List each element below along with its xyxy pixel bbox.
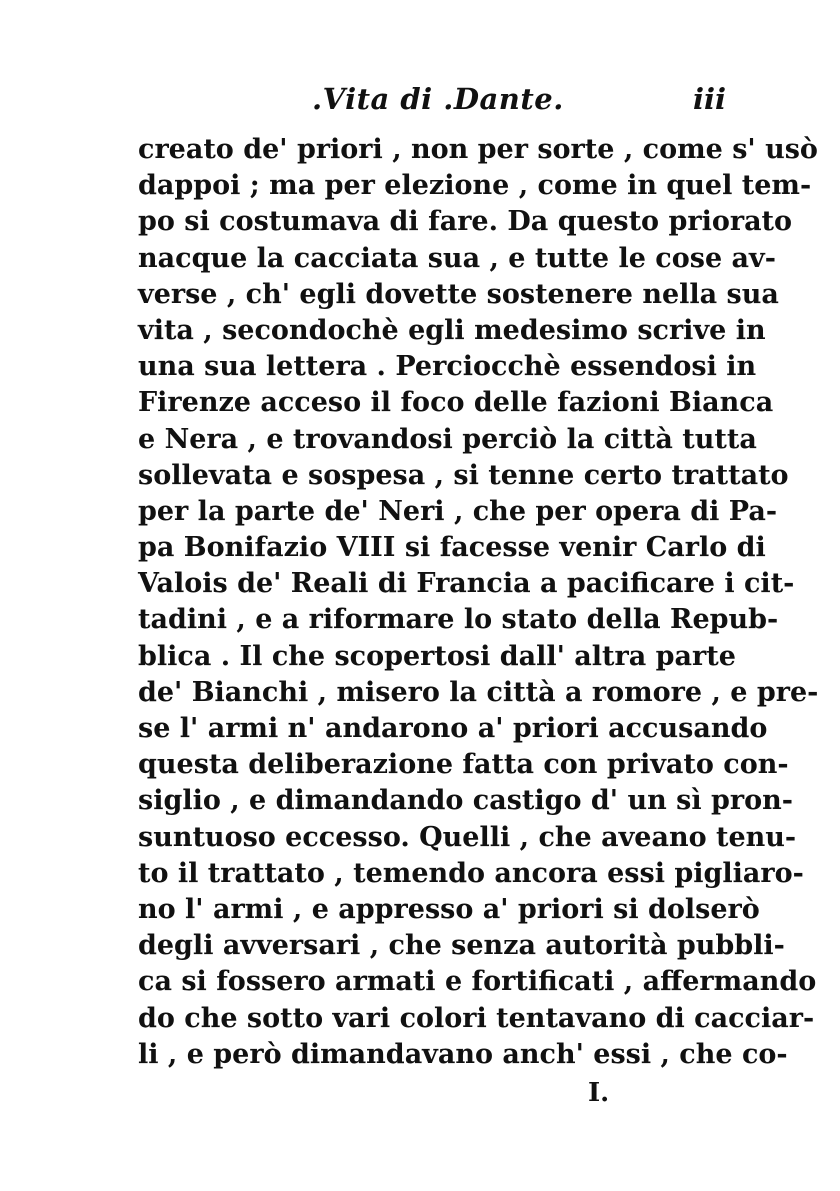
text-line: ca si fossero armati e fortificati , affermando bbox=[138, 966, 817, 998]
text-line: e Nera , e trovandosi perciò la città tutta bbox=[138, 423, 757, 455]
text-line: verse , ch' egli dovette sostenere nella sua bbox=[138, 278, 779, 310]
text-line: to il trattato , temendo ancora essi pigliaro- bbox=[138, 857, 804, 889]
text-line: tadini , e a riformare lo stato della Repub- bbox=[138, 604, 779, 636]
text-line: po si costumava di fare. Da questo priorato bbox=[138, 206, 793, 238]
text-line: li , e però dimandavano anch' essi , che co- bbox=[138, 1038, 788, 1070]
text-line: vita , secondochè egli medesimo scrive in bbox=[138, 314, 766, 346]
text-line: sollevata e sospesa , si tenne certo trattato bbox=[138, 459, 789, 491]
text-line: Valois de' Reali di Francia a pacificare i cit- bbox=[138, 568, 795, 600]
text-line: blica . Il che scopertosi dall' altra parte bbox=[138, 640, 736, 672]
page-number: iii bbox=[692, 82, 726, 116]
text-line: questa deliberazione fatta con privato con- bbox=[138, 749, 789, 781]
running-head bbox=[140, 82, 726, 122]
text-line: creato de' priori , non per sorte , come s' usò bbox=[138, 134, 818, 165]
text-line: una sua lettera . Perciocchè essendosi in bbox=[138, 351, 757, 383]
text-line: dappoi ; ma per elezione , come in quel tem- bbox=[138, 170, 812, 202]
text-line: do che sotto vari colori tentavano di cacciar- bbox=[138, 1002, 815, 1034]
text-line: pa Bonifazio VIII si facesse venir Carlo di bbox=[138, 532, 766, 564]
text-line: de' Bianchi , misero la città a romore , e pre- bbox=[138, 676, 819, 708]
text-line: se l' armi n' andarono a' priori accusando bbox=[138, 713, 768, 744]
text-line: degli avversari , che senza autorità pubbli- bbox=[138, 930, 785, 962]
body-text bbox=[138, 132, 819, 1073]
catchword: I. bbox=[588, 1078, 610, 1108]
text-line: nacque la cacciata sua , e tutte le cose av- bbox=[138, 242, 776, 274]
text-line: siglio , e dimandando castigo d' un sì pron- bbox=[138, 785, 793, 817]
text-line: per la parte de' Neri , che per opera di Pa- bbox=[138, 495, 778, 527]
text-line: no l' armi , e appresso a' priori si dolserò bbox=[138, 893, 760, 925]
text-line: Firenze acceso il foco delle fazioni Bianca bbox=[138, 387, 774, 419]
text-line: suntuoso eccesso. Quelli , che aveano tenu- bbox=[138, 821, 797, 853]
running-title: .Vita di .Dante. bbox=[312, 82, 564, 116]
